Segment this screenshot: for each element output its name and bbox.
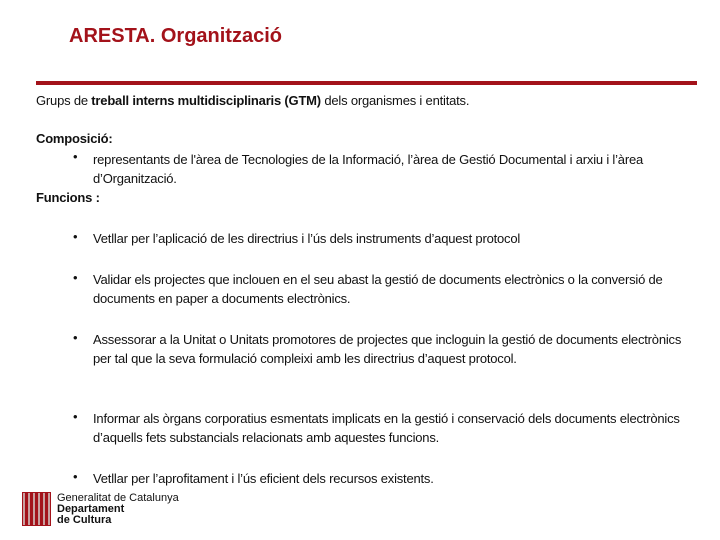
composicio-item: representants de l'àrea de Tecnologies de la Informació, l’àrea de Gestió Documental i arxiu i l’àrea d’Organització. xyxy=(93,152,644,186)
funcio-item: Vetllar per l’aplicació de les directrius i l’ús dels instruments d’aquest protocol xyxy=(93,231,521,246)
composicio-heading: Composició: xyxy=(36,131,113,146)
funcio-item: Vetllar per l’aprofitament i l’ús eficient dels recursos existents. xyxy=(93,471,434,486)
bullet: • xyxy=(73,270,78,285)
bullet: • xyxy=(73,149,78,164)
intro-post: dels organismes i entitats. xyxy=(320,93,470,108)
logo-line3: de Cultura xyxy=(57,513,112,526)
bullet: • xyxy=(73,229,78,244)
logo-line1: Generalitat de Catalunya xyxy=(57,491,179,504)
funcio-item: Informar als òrgans corporatius esmentats implicats en la gestió i conservació dels documents electrònics d’aquells fets substancials relacionats amb aquestes funcions. xyxy=(93,411,680,445)
catalan-seal-icon xyxy=(22,492,51,526)
bullet: • xyxy=(73,330,78,345)
slide-title: ARESTA. Organització xyxy=(69,25,282,47)
funcio-item: Assessorar a la Unitat o Unitats promotores de projectes que incloguin la gestió de documents electrònics per tal que la seva formulació compleixi amb les directrius d’aquest protocol. xyxy=(93,332,682,366)
generalitat-logo xyxy=(22,492,179,526)
logo-line2: Departament xyxy=(57,502,125,515)
bullet: • xyxy=(73,469,78,484)
bullet: • xyxy=(73,409,78,424)
intro-bold: treball interns multidisciplinaris (GTM) xyxy=(91,93,321,108)
funcions-heading: Funcions : xyxy=(36,190,100,205)
title-divider xyxy=(36,81,697,85)
funcio-item: Validar els projectes que inclouen en el seu abast la gestió de documents electrònics o la conversió de documents en paper a documents electrònics. xyxy=(93,272,663,306)
intro-pre: Grups de xyxy=(36,93,92,108)
intro-text xyxy=(36,91,469,110)
